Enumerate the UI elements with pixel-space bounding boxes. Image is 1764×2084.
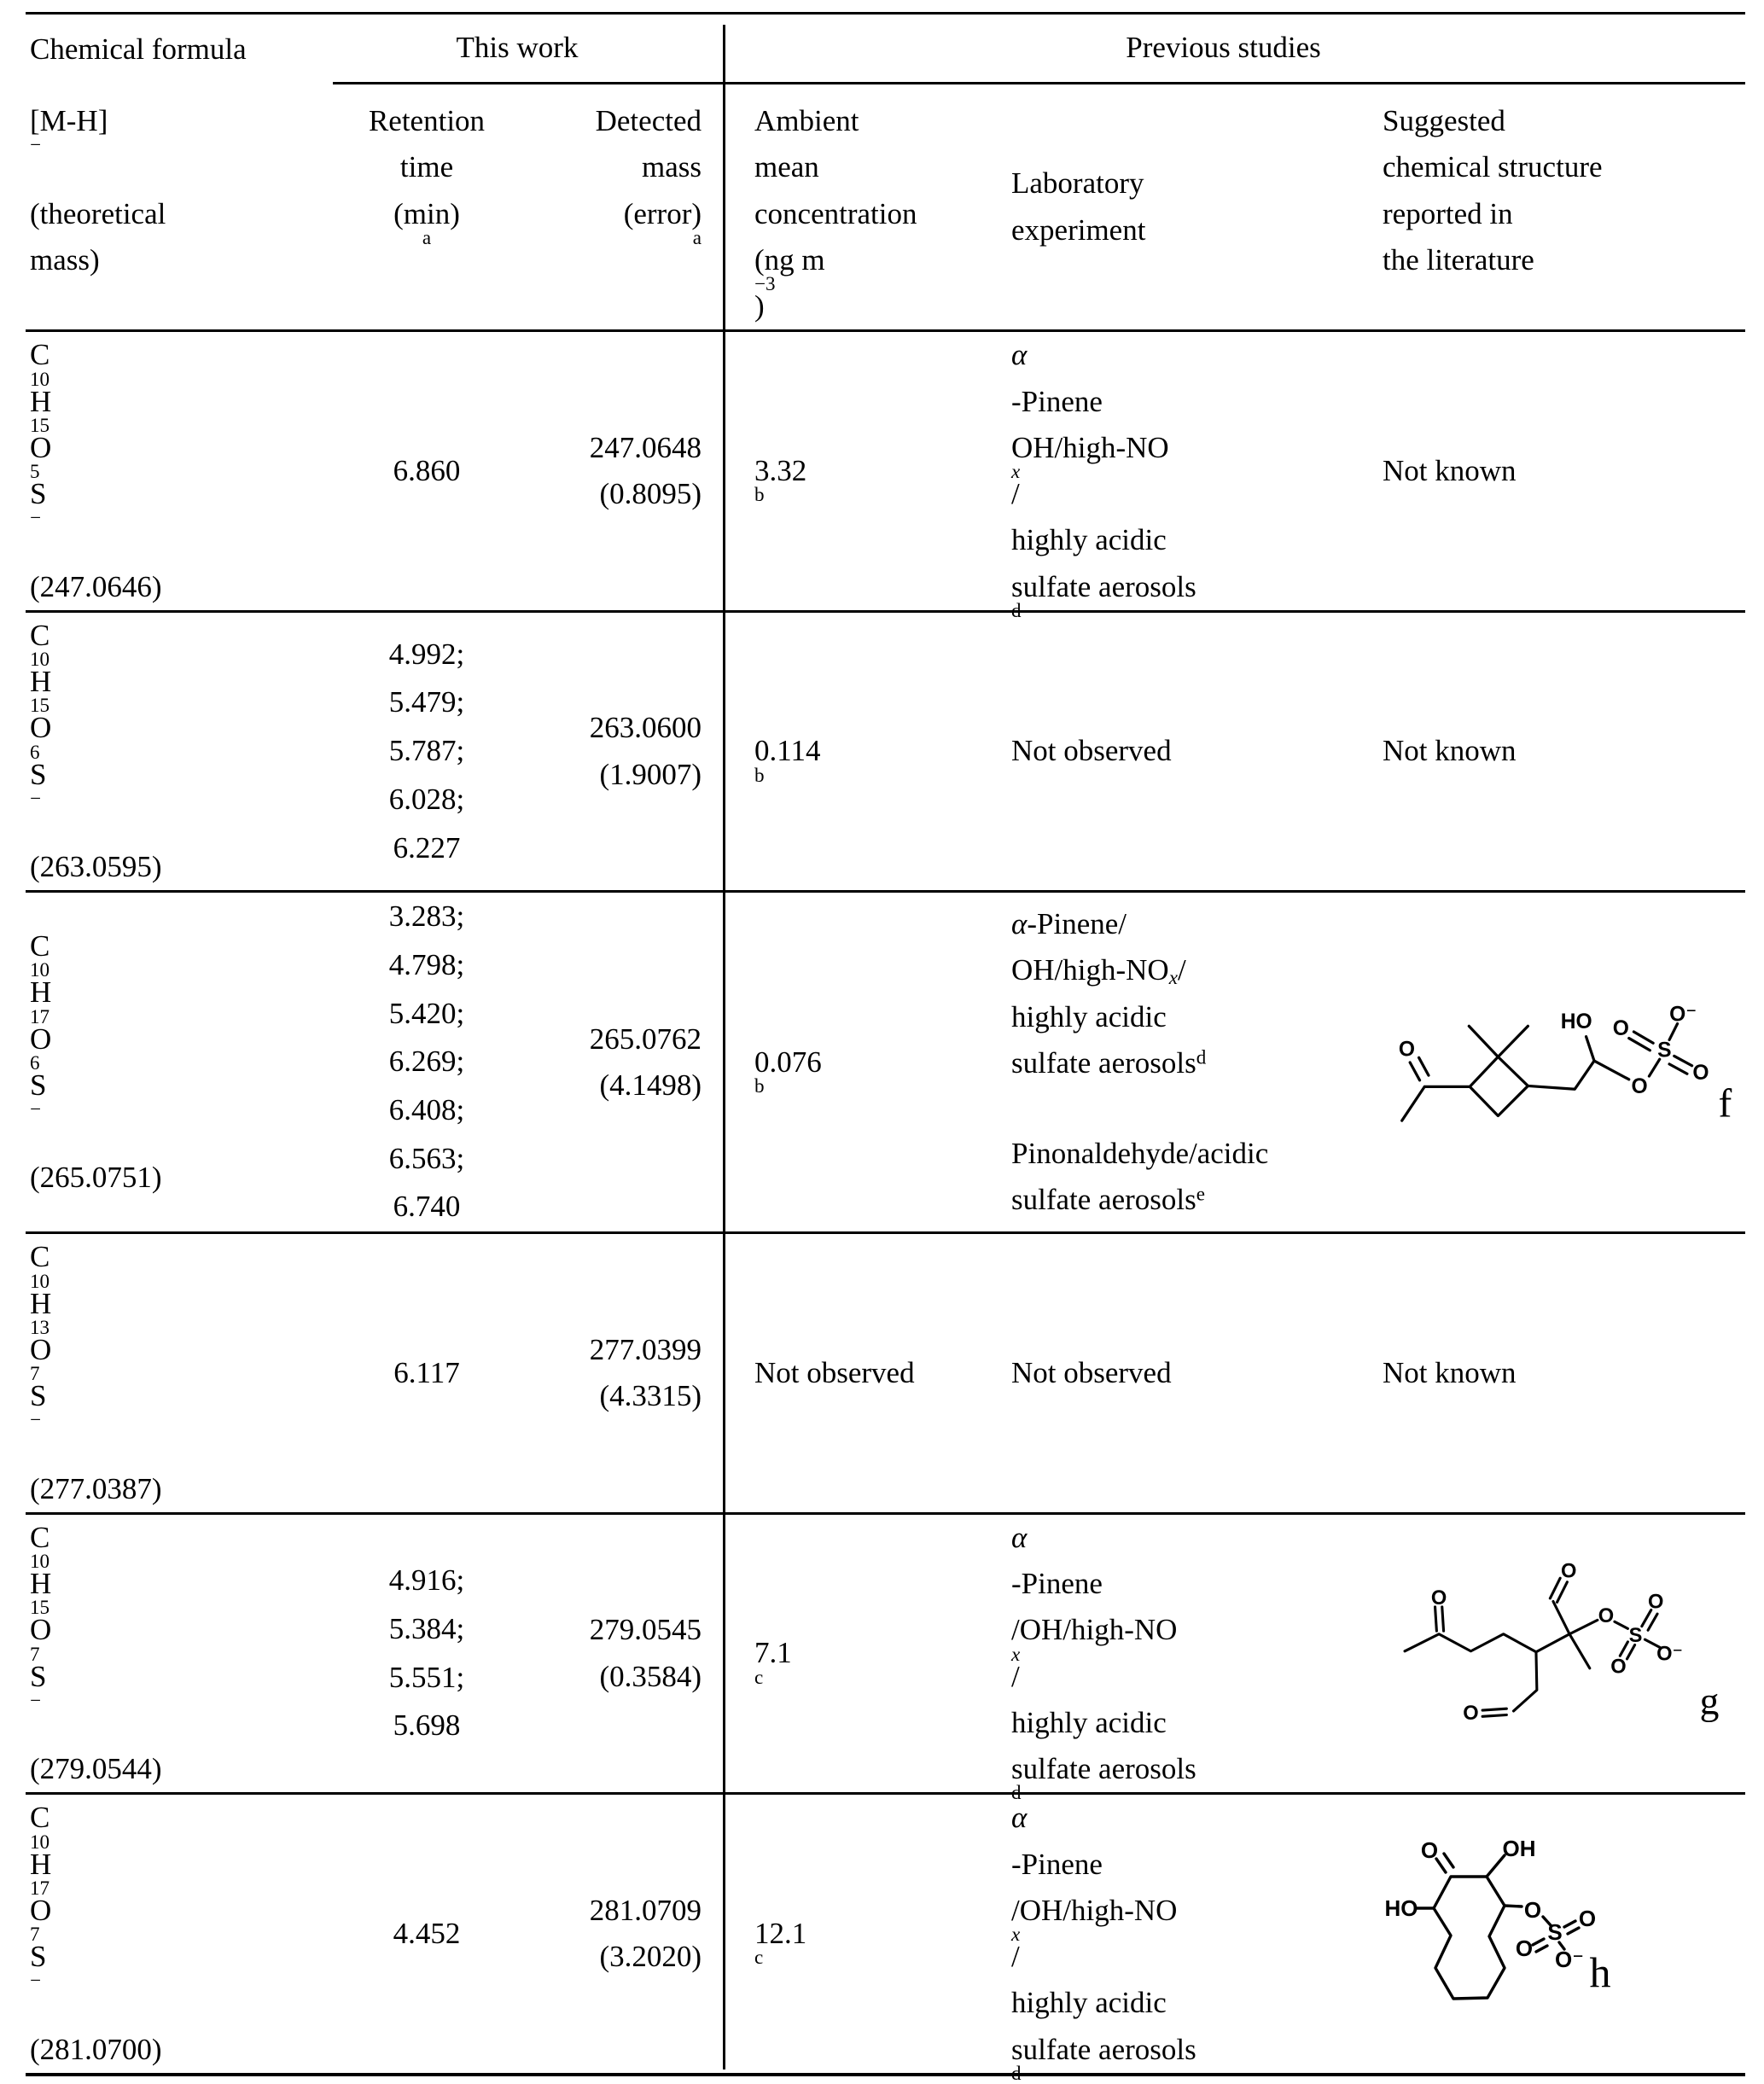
header-laboratory-experiment: Laboratory experiment [1011, 166, 1146, 247]
laboratory-cell: Not observed [1011, 1355, 1172, 1389]
column-header-row [26, 84, 1745, 332]
atom-s-o-right: O [1578, 1906, 1597, 1931]
detected-mass-cell: 263.0600 (1.9007) [589, 711, 702, 791]
table-row [26, 893, 1745, 1234]
structure-cell: Not known [1383, 1355, 1517, 1389]
ambient-cell: Not observed [754, 1355, 915, 1389]
table-row [26, 613, 1745, 894]
table-row [26, 1515, 1745, 1804]
detected-mass-cell: 265.0762 (4.1498) [589, 1022, 702, 1102]
retention-cell: 3.283; 4.798; 5.420; 6.269; 6.408; 6.563; 6.740 [388, 899, 465, 1224]
retention-cell: 4.452 [393, 1916, 461, 1950]
formula-cell: C 10 H 15 O 5 S − (247.0646) [30, 338, 162, 603]
header-formula: [M-H] − (theoretical mass) [30, 104, 166, 277]
laboratory-entry-1: α-Pinene/ $OH/high-NO_x/$ highly acidic sulfate aerosols$^d$ [1011, 907, 1207, 1080]
atom-s-o-left: O [1515, 1936, 1534, 1961]
atom-aldehyde-bottom-o: O [1463, 1702, 1479, 1725]
header-detected-mass: Detected mass (error) a [595, 104, 702, 248]
header-ambient-concentration: Ambient mean concentration (ng m −3 ) [754, 104, 917, 323]
formula-cell: C 10 H 17 O 6 S − (265.0751) [30, 929, 162, 1195]
structure-cell [1383, 893, 1745, 1231]
atom-s-o-minus: O⁻ [1669, 1003, 1697, 1027]
header-retention-time: Retention time (min) a [368, 104, 486, 248]
organosulfate-table [26, 12, 1745, 2084]
ambient-cell: 7.1 c [754, 1636, 792, 1688]
atom-sulfur: S [1657, 1039, 1672, 1062]
group-header-this-work-label: This work [456, 31, 579, 65]
atom-s-o-up: O [1647, 1591, 1664, 1614]
structure-cell: Not known [1383, 453, 1517, 487]
laboratory-cell: α -Pinene /OH/high-NO x / highly acidic sulfate aerosols d [1011, 1801, 1196, 2084]
atom-s-o-minus: O⁻ [1656, 1643, 1684, 1666]
atom-ester-o: O [1523, 1897, 1542, 1923]
laboratory-cell [1007, 893, 1383, 1231]
structure-cell [1383, 1515, 1745, 1793]
group-header-previous-studies-label: Previous studies [1126, 31, 1321, 65]
group-header-chemical-formula [26, 15, 333, 84]
atom-aldehyde-top-o: O [1560, 1562, 1577, 1582]
formula-cell: C 10 H 15 O 7 S − (279.0544) [30, 1520, 162, 1785]
retention-cell: 6.117 [393, 1355, 460, 1389]
formula-cell: C 10 H 17 O 7 S − (281.0700) [30, 1801, 162, 2066]
ambient-cell: 0.076 b [754, 1045, 822, 1097]
detected-mass-cell: 247.0648 (0.8095) [589, 430, 702, 510]
structure-label: g [1699, 1679, 1720, 1723]
atom-s-o-minus: O⁻ [1555, 1947, 1584, 1972]
atom-ketone-o: O [1420, 1840, 1439, 1863]
retention-cell: 4.992; 5.479; 5.787; 6.028; 6.227 [388, 637, 465, 864]
structure-cell [1383, 1795, 1745, 2073]
structure-cell: Not known [1383, 734, 1517, 768]
atom-ho-left: HO [1384, 1895, 1418, 1921]
group-header-this-work [333, 15, 702, 84]
group-header-chemical-formula-label: Chemical formula [30, 32, 247, 66]
table-row [26, 1234, 1745, 1515]
ambient-cell: 12.1 c [754, 1916, 807, 1969]
table-row [26, 332, 1745, 621]
chemical-structure-f [1383, 983, 1746, 1141]
group-header-previous-studies [702, 15, 1745, 84]
chemical-structure-g [1383, 1563, 1741, 1745]
atom-ester-o: O [1598, 1604, 1615, 1627]
ambient-cell: 0.114 b [754, 734, 821, 786]
retention-cell: 4.916; 5.384; 5.551; 5.698 [388, 1563, 465, 1743]
laboratory-cell: α -Pinene OH/high-NO x / highly acidic sulfate aerosols d [1011, 338, 1196, 621]
column-divider [723, 25, 725, 2069]
formula-cell: C 10 H 13 O 7 S − (277.0387) [30, 1240, 162, 1505]
laboratory-cell: α -Pinene /OH/high-NO x / highly acidic sulfate aerosols d [1011, 1520, 1196, 1804]
detected-mass-cell: 281.0709 (3.2020) [589, 1893, 702, 1973]
structure-label: f [1718, 1081, 1732, 1126]
atom-oh-top: OH [1502, 1840, 1536, 1861]
formula-cell: C 10 H 15 O 6 S − (263.0595) [30, 618, 162, 883]
atom-sulfur: S [1628, 1624, 1643, 1647]
atom-ketone-o: O [1430, 1586, 1447, 1610]
detected-mass-cell: 279.0545 (0.3584) [589, 1613, 702, 1693]
header-suggested-structure: Suggested chemical structure reported in the literature [1383, 104, 1603, 277]
atom-sulfur: S [1547, 1919, 1563, 1945]
atom-ester-o: O [1631, 1075, 1648, 1099]
atom-s-o-down: O [1610, 1655, 1627, 1678]
detected-mass-cell: 277.0399 (4.3315) [589, 1332, 702, 1412]
retention-cell: 6.860 [393, 453, 461, 487]
table-row [26, 1795, 1745, 2084]
group-header-row [26, 15, 1745, 84]
chemical-structure-h [1383, 1840, 1703, 2028]
ambient-cell: 3.32 b [754, 453, 807, 506]
atom-s-o-right: O [1692, 1062, 1709, 1086]
atom-s-o-left: O [1612, 1017, 1629, 1041]
structure-label: h [1589, 1948, 1611, 1996]
atom-hydroxyl: HO [1560, 1010, 1592, 1034]
laboratory-cell: Not observed [1011, 734, 1172, 768]
atom-ketone-o: O [1398, 1038, 1415, 1062]
laboratory-entry-2: Pinonaldehyde/acidic sulfate aerosols$^e$ [1011, 1137, 1269, 1217]
